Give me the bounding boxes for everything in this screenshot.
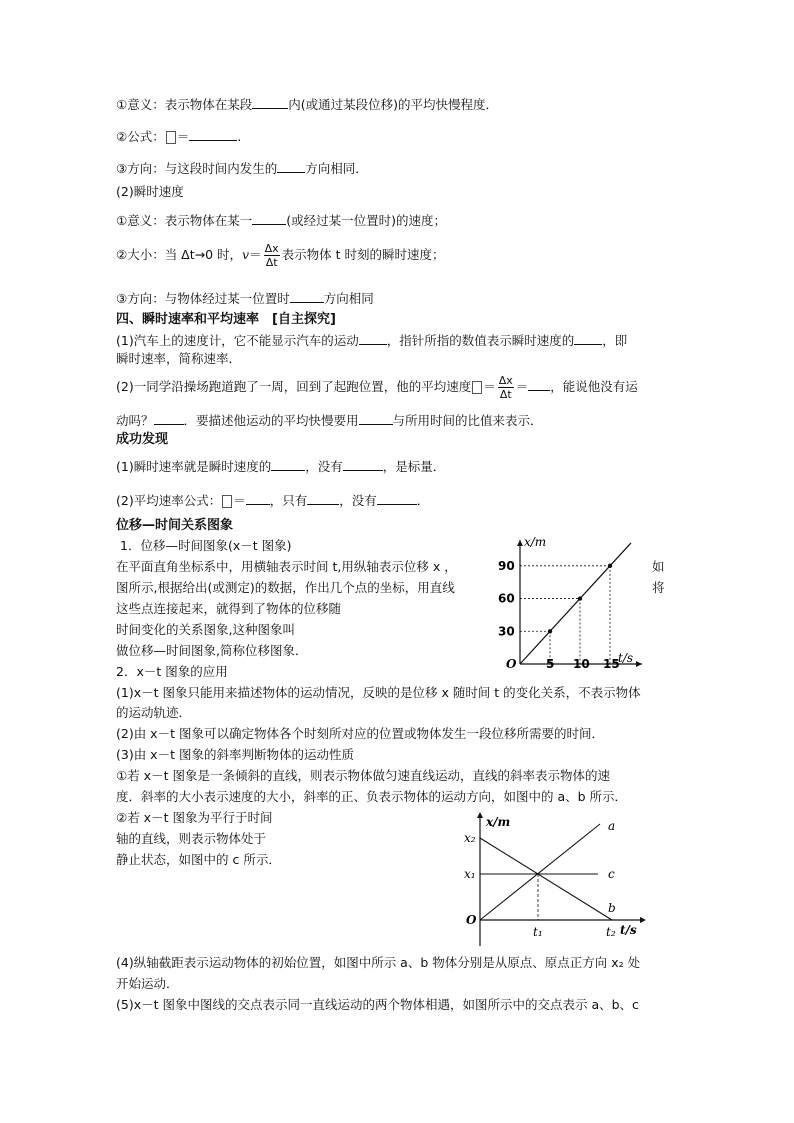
blank bbox=[359, 332, 387, 345]
xt-s1-line2: 图所示,根据给出(或测定)的数据，作出几个点的坐标，用直线 bbox=[116, 580, 455, 595]
blank bbox=[252, 212, 286, 225]
xt-a4-line1: (4)纵轴截距表示运动物体的初始位置，如图中所示 a、b 物体分别是从原点、原点正方向 x₂ 处 bbox=[116, 955, 641, 970]
series-a-label: a bbox=[608, 819, 616, 833]
xt-s1-title: 1．位移—时间图象(x－t 图象) bbox=[120, 538, 292, 553]
avg-meaning-text-a: ①意义：表示物体在某段 bbox=[116, 97, 253, 112]
vbar-symbol-icon bbox=[222, 495, 232, 508]
instant-direction-text-a: ③方向：与物体经过某一位置时 bbox=[116, 291, 290, 306]
fraction bbox=[264, 242, 280, 269]
xt-a2: (2)由 x－t 图象可以确定物体各个时刻所对应的位置或物体发生一段位移所需要的时间． bbox=[116, 726, 604, 741]
y-axis-arrow-icon bbox=[477, 812, 483, 818]
y-axis-arrow-icon bbox=[517, 540, 523, 546]
avg-formula-label: ②公式： bbox=[116, 129, 165, 144]
data-point bbox=[548, 629, 552, 633]
x-tick-label: 5 bbox=[546, 657, 555, 671]
fraction bbox=[498, 374, 514, 401]
xt-s1-line4: 时间变化的关系图象,这种图象叫 bbox=[116, 622, 295, 637]
success-p2-a: (2)平均速率公式： bbox=[116, 493, 222, 508]
fraction-numerator: Δx bbox=[264, 242, 279, 255]
success-p1-c: ，是标量． bbox=[382, 459, 446, 474]
series-b-label: b bbox=[608, 901, 616, 915]
xt-a3-1-line1: ①若 x－t 图象是一条倾斜的直线，则表示物体做匀速直线运动，直线的斜率表示物体的速 bbox=[116, 768, 610, 783]
x-tick-label-t1: t₁ bbox=[533, 925, 543, 939]
blank bbox=[307, 492, 339, 505]
blank bbox=[189, 128, 237, 141]
avg-meaning-text-b: 内(或通过某段位移)的平均快慢程度． bbox=[288, 97, 498, 112]
blank bbox=[574, 332, 602, 345]
period: . bbox=[237, 129, 242, 144]
xt-title: 位移—时间关系图象 bbox=[116, 518, 234, 533]
xt-s1-line1: 在平面直角坐标系中，用横轴表示时间 t,用纵轴表示位移 x ， bbox=[116, 559, 457, 574]
origin-label: O bbox=[506, 657, 517, 671]
equals: ＝ bbox=[233, 493, 246, 508]
s4-p2-d: ．要描述他运动的平均快慢要用 bbox=[183, 413, 359, 428]
success-title: 成功发现 bbox=[116, 432, 169, 447]
xt-a4-line2: 开始运动． bbox=[116, 976, 179, 991]
series-a-line bbox=[480, 824, 600, 920]
blank bbox=[343, 458, 383, 471]
instant-meaning-text-b: (或经过某一位置时)的速度； bbox=[286, 213, 446, 228]
instant-size-text-b: 表示物体 t 时刻的瞬时速度； bbox=[281, 247, 445, 262]
success-p1-a: (1)瞬时速率就是瞬时速度的 bbox=[116, 459, 272, 474]
success-p2-d: ． bbox=[416, 493, 430, 508]
section4-p2-line2 bbox=[116, 412, 543, 429]
section4-p1-line2: 瞬时速率，简称速率． bbox=[116, 351, 242, 366]
avg-direction-text-a: ③方向：与这段时间内发生的 bbox=[116, 161, 278, 176]
x-axis-arrow-icon bbox=[640, 917, 646, 923]
data-point bbox=[578, 596, 582, 600]
series-c-label: c bbox=[608, 867, 615, 881]
s4-p1-c: ，即 bbox=[602, 333, 628, 348]
blank bbox=[290, 290, 324, 303]
xt-s1-line1-tail: 如 bbox=[652, 559, 665, 574]
equals: ＝ bbox=[483, 379, 496, 394]
equals: ＝ bbox=[176, 129, 190, 144]
blank bbox=[359, 412, 393, 425]
origin-label: O bbox=[466, 913, 477, 927]
y-tick-label: 90 bbox=[498, 558, 515, 573]
instant-meaning-text-a: ①意义：表示物体在某一 bbox=[116, 213, 253, 228]
s4-p2-b: ，能说他没有运 bbox=[550, 379, 638, 394]
success-p2 bbox=[116, 492, 429, 509]
instant-heading: (2)瞬时速度 bbox=[116, 184, 184, 199]
x-tick-label: 15 bbox=[603, 657, 620, 671]
xt-a3-2-line2: 轴的直线，则表示物体处于 bbox=[116, 831, 267, 846]
fraction-numerator: Δx bbox=[498, 374, 513, 387]
avg-formula-line bbox=[116, 128, 241, 145]
blank bbox=[252, 96, 288, 109]
xt-a3-2-line1: ②若 x－t 图象为平行于时间 bbox=[116, 810, 273, 825]
instant-meaning-line bbox=[116, 212, 446, 229]
avg-direction-text-b: 方向相同． bbox=[305, 161, 368, 176]
instant-size-line bbox=[116, 240, 445, 270]
x-tick-label-t2: t₂ bbox=[606, 925, 616, 939]
section4-p1-line1 bbox=[116, 332, 627, 349]
fraction-denominator: Δt bbox=[265, 256, 278, 269]
series-b-line bbox=[480, 838, 612, 920]
v-symbol: v bbox=[242, 247, 250, 262]
xt-a1-line2: 的运动轨迹． bbox=[116, 705, 192, 720]
data-point bbox=[608, 564, 612, 568]
equals: ＝ bbox=[249, 247, 262, 262]
xt-graph-2 bbox=[450, 808, 650, 948]
s4-p1-b: ，指针所指的数值表示瞬时速度的 bbox=[386, 333, 575, 348]
s4-p2-c: 动吗？ bbox=[116, 413, 154, 428]
xt-a3-2-line3: 静止状态，如图中的 c 所示． bbox=[116, 852, 281, 867]
xt-s1-line3: 这些点连接起来，就得到了物体的位移随 bbox=[116, 601, 342, 616]
xt-s2-title: 2．x－t 图象的应用 bbox=[116, 664, 228, 679]
y-tick-label-x1: x₁ bbox=[464, 867, 476, 881]
equals: ＝ bbox=[515, 379, 529, 394]
y-tick-label: 60 bbox=[498, 591, 515, 606]
section4-p2-line1 bbox=[116, 372, 638, 402]
instant-direction-line bbox=[116, 290, 374, 307]
xt-a3: (3)由 x－t 图象的斜率判断物体的运动性质 bbox=[116, 747, 354, 762]
blank bbox=[528, 378, 550, 391]
success-p1-b: ，没有 bbox=[305, 459, 343, 474]
blank bbox=[277, 160, 305, 173]
x-axis-label: t/s bbox=[620, 923, 637, 937]
s4-p1-a: (1)汽车上的速度计，它不能显示汽车的运动 bbox=[116, 333, 359, 348]
y-axis-label: x/m bbox=[486, 815, 511, 829]
xt-a3-1-line2: 度．斜率的大小表示速度的大小，斜率的正、负表示物体的运动方向，如图中的 a、b 所示． bbox=[116, 789, 628, 804]
instant-direction-text-b: 方向相同 bbox=[323, 291, 374, 306]
instant-size-text-a: ②大小：当 Δt→0 时， bbox=[116, 247, 243, 262]
xt-a1-line1: (1)x－t 图象只能用来描述物体的运动情况，反映的是位移 x 随时间 t 的变化关系，不表示物体 bbox=[116, 685, 641, 700]
section4-title: 四、瞬时速率和平均速率 [自主探究] bbox=[116, 312, 336, 327]
fraction-denominator: Δt bbox=[499, 388, 512, 401]
xt-s1-line2-tail: 将 bbox=[652, 580, 665, 595]
success-p2-b: ，只有 bbox=[269, 493, 308, 508]
x-axis-arrow-icon bbox=[636, 661, 642, 667]
blank bbox=[377, 492, 417, 505]
series-line bbox=[520, 543, 634, 665]
blank bbox=[154, 412, 184, 425]
xt-a5: (5)x－t 图象中图线的交点表示同一直线运动的两个物体相遇，如图所示中的交点表示 a、b、c bbox=[116, 997, 639, 1012]
xt-s1-line5: 做位移—时间图象,简称位移图象． bbox=[116, 643, 308, 658]
blank bbox=[271, 458, 305, 471]
y-tick-label-x2: x₂ bbox=[464, 831, 476, 845]
success-p2-c: ，没有 bbox=[339, 493, 377, 508]
y-axis-label: x/m bbox=[524, 535, 547, 549]
y-tick-label: 30 bbox=[498, 624, 515, 639]
x-tick-label: 10 bbox=[573, 657, 590, 671]
s4-p2-e: 与所用时间的比值来表示． bbox=[392, 413, 543, 428]
success-p1 bbox=[116, 458, 445, 475]
vbar-symbol-icon bbox=[166, 131, 176, 144]
xt-graph-1 bbox=[488, 534, 648, 674]
avg-direction-line bbox=[116, 160, 368, 177]
blank bbox=[246, 492, 270, 505]
x-axis-label: t/s bbox=[618, 651, 634, 665]
s4-p2-a: (2)一同学沿操场跑道跑了一周，回到了起跑位置，他的平均速度 bbox=[116, 379, 472, 394]
avg-meaning-line bbox=[116, 96, 498, 113]
vbar-symbol-icon bbox=[472, 381, 482, 394]
